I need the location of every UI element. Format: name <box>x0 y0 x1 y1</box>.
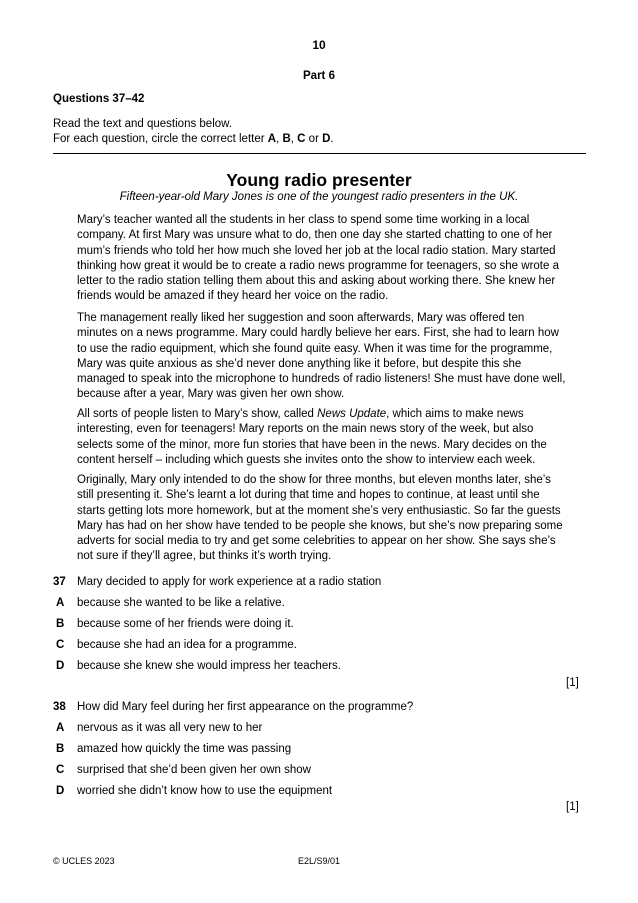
article-subtitle: Fifteen-year-old Mary Jones is one of the youngest radio presenters in the UK. <box>119 191 519 203</box>
letter-c: C <box>297 133 306 145</box>
paper-code: E2L/S9/01 <box>297 856 341 866</box>
option-text[interactable]: worried she didn’t know how to use the equipment <box>77 785 333 797</box>
letter-d: D <box>322 133 331 145</box>
paragraph-3-end: , which aims to make news interesting, even for teenagers! Mary reports on the main news story of the week, but also selects some of the minor, more fun stories that have been in the news. Mary decides on the content herself – including which guests she invites onto the show to interview each week. <box>77 408 547 466</box>
option-text[interactable]: nervous as it was all very new to her <box>77 722 263 734</box>
article-paragraph-1: Mary’s teacher wanted all the students in her class to spend some time working in a local company. At first Mary was unsure what to do, then one day she started chatting to one of her mum’s friends who told her how much she loved her job at the local radio station. Mary started thinking how great it would be to create a radio news programme for teenagers, so she wrote a letter to the radio station telling them about this and asking about working there. She knew her friends would be amazed if they heard her voice on the radio. <box>77 214 559 303</box>
option-letter[interactable]: B <box>56 743 65 755</box>
option-letter[interactable]: A <box>56 597 65 609</box>
option-text[interactable]: because she knew she would impress her teachers. <box>77 660 342 672</box>
question-mark: [1] <box>566 677 579 689</box>
option-letter[interactable]: A <box>56 722 65 734</box>
option-letter[interactable]: C <box>56 639 65 651</box>
instruction-line-1: Read the text and questions below. <box>53 118 233 130</box>
sep: . <box>330 133 334 145</box>
question-text: How did Mary feel during her first appearance on the programme? <box>77 701 414 713</box>
instruction-line-2 <box>53 132 334 147</box>
question-number: 38 <box>53 701 66 713</box>
article-paragraph-3 <box>77 407 567 468</box>
sep: or <box>305 133 323 145</box>
show-name: News Update <box>317 408 387 420</box>
paragraph-3-start: All sorts of people listen to Mary’s show, called <box>77 408 318 420</box>
sep: , <box>276 133 283 145</box>
option-letter[interactable]: D <box>56 660 65 672</box>
question-number: 37 <box>53 576 66 588</box>
option-letter[interactable]: D <box>56 785 65 797</box>
option-letter[interactable]: B <box>56 618 65 630</box>
part-label: Part 6 <box>303 70 335 82</box>
article-paragraph-2: The management really liked her suggestion and soon afterwards, Mary was offered ten minutes on a news programme. Mary could hardly believe her ears. First, she had to learn how to use the radio equipment, which she found quite easy. When it was time for the programme, Mary was quite anxious as she’d never done anything like it before, but despite this she managed to speak into the microphone to hundreds of radio listeners! She must have done well, because after a year, Mary was given her own show. <box>77 312 566 401</box>
option-text[interactable]: because some of her friends were doing it. <box>77 618 294 630</box>
instruction-prefix: For each question, circle the correct letter <box>53 133 268 145</box>
option-text[interactable]: because she had an idea for a programme. <box>77 639 297 651</box>
question-range: Questions 37–42 <box>53 93 145 105</box>
letter-b: B <box>282 133 291 145</box>
sep: , <box>290 133 298 145</box>
option-letter[interactable]: C <box>56 764 65 776</box>
question-mark: [1] <box>566 801 579 813</box>
instructions <box>53 117 334 147</box>
article-paragraph-4: Originally, Mary only intended to do the show for three months, but eleven months later, she’s still presenting it. She’s learnt a lot during that time and hopes to continue, at least until she starts getting lots more homework, but at the moment she’s very enthusiastic. So far the guests Mary has had on her show have tended to be people she knows, but she’s now preparing some adverts for social media to try and get some celebrities to appear on her show. She says she’s not sure if they’ll agree, but thinks it’s worth trying. <box>77 474 563 563</box>
copyright: © UCLES 2023 <box>53 856 115 866</box>
page-number: 10 <box>312 38 326 52</box>
option-text[interactable]: surprised that she’d been given her own show <box>77 764 311 776</box>
divider <box>53 153 586 154</box>
letter-a: A <box>267 133 277 145</box>
option-text[interactable]: amazed how quickly the time was passing <box>77 743 292 755</box>
question-text: Mary decided to apply for work experience at a radio station <box>77 576 382 588</box>
option-text[interactable]: because she wanted to be like a relative. <box>77 597 285 609</box>
article-title: Young radio presenter <box>226 170 412 190</box>
